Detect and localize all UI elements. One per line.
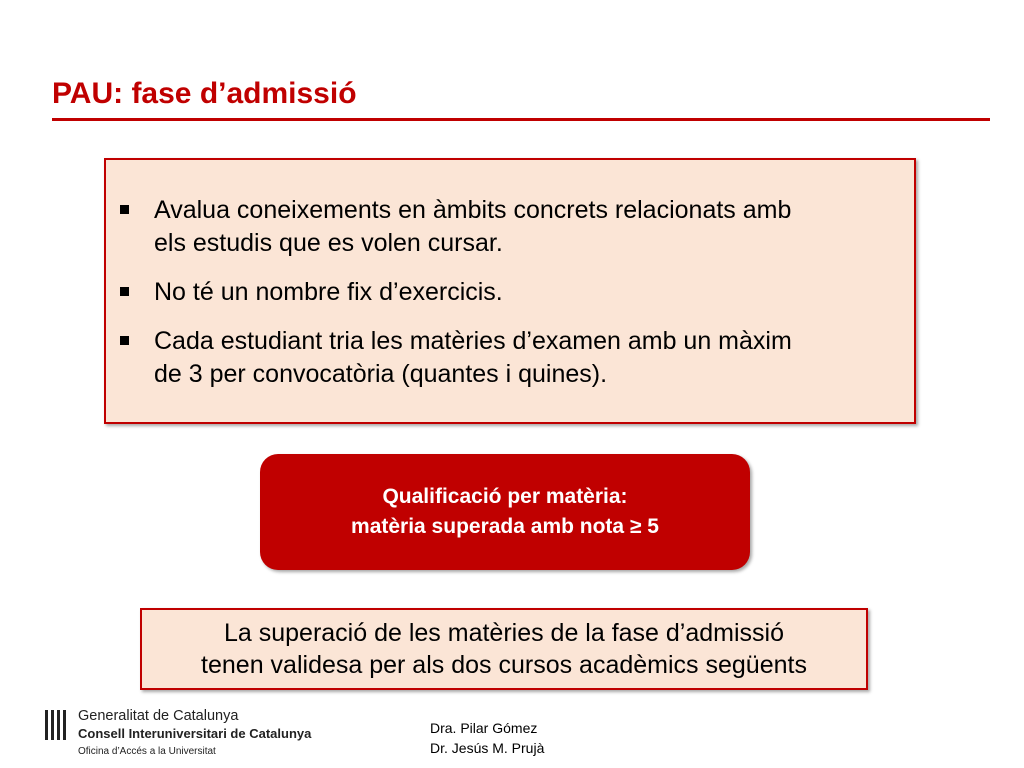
author-name: Dr. Jesús M. Prujà bbox=[430, 740, 545, 756]
highlight-line: Qualificació per matèria: bbox=[382, 485, 628, 508]
note-line: La superació de les matèries de la fase d’admissió bbox=[223, 619, 785, 647]
title-underline bbox=[52, 118, 990, 121]
grading-highlight-box bbox=[260, 454, 750, 570]
author-name: Dra. Pilar Gómez bbox=[430, 720, 538, 736]
note-line: tenen validesa per als dos cursos acadèmics següents bbox=[201, 651, 807, 679]
logo-org-name: Generalitat de Catalunya bbox=[78, 708, 239, 724]
generalitat-logo bbox=[42, 706, 352, 762]
square-bullet-icon bbox=[120, 287, 129, 296]
bullet-item bbox=[106, 276, 894, 309]
square-bullet-icon bbox=[120, 205, 129, 214]
bullet-text-line: Avalua coneixements en àmbits concrets relacionats amb bbox=[154, 196, 792, 224]
logo-council-name: Consell Interuniversitari de Catalunya bbox=[78, 726, 312, 741]
authors-block bbox=[430, 718, 544, 758]
square-bullet-icon bbox=[120, 336, 129, 345]
logo-office-name: Oficina d’Accés a la Universitat bbox=[78, 746, 216, 757]
highlight-line: matèria superada amb nota ≥ 5 bbox=[351, 515, 659, 538]
bullet-text-line: Cada estudiant tria les matèries d’examen amb un màxim bbox=[154, 327, 792, 355]
senyera-emblem-icon bbox=[42, 708, 70, 742]
bullet-text-line: No té un nombre fix d’exercicis. bbox=[154, 278, 503, 306]
bullet-text-line: de 3 per convocatòria (quantes i quines). bbox=[154, 360, 608, 388]
bullets-box bbox=[104, 158, 916, 424]
slide-title: PAU: fase d’admissió bbox=[52, 77, 357, 110]
validity-note-box bbox=[140, 608, 868, 690]
bullet-text-line: els estudis que es volen cursar. bbox=[154, 229, 503, 257]
bullet-item bbox=[106, 325, 894, 391]
bullet-item bbox=[106, 194, 894, 260]
